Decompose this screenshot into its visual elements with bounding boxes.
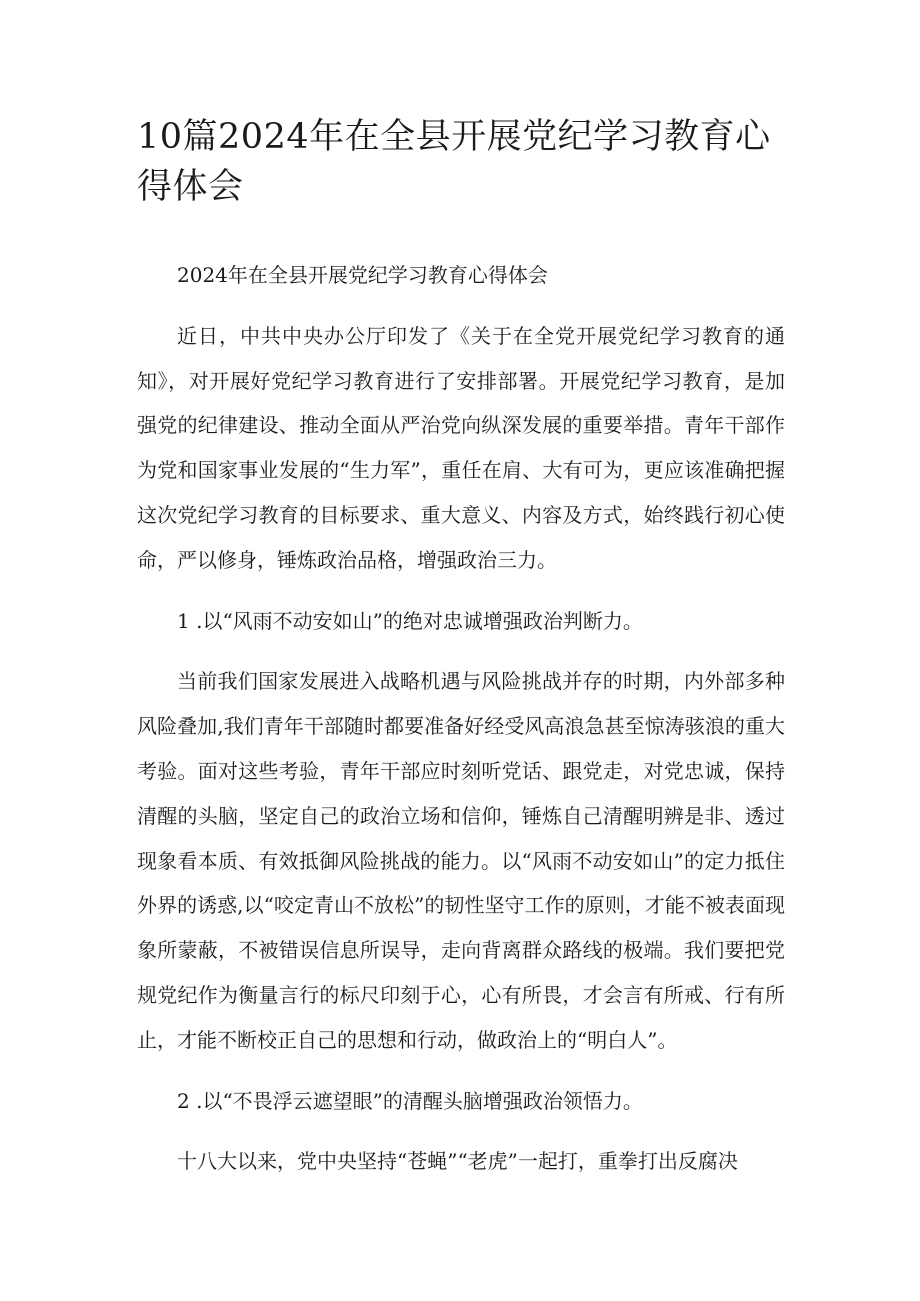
body-paragraph: 近日，中共中央办公厅印发了《关于在全党开展党纪学习教育的通知》，对开展好党纪学习教育进行了安排部署。开展党纪学习教育，是加强党的纪律建设、推动全面从严治党向纵深发展的重要举措。青年干部作为党和国家事业发展的“生力军”，重任在肩、大有可为，更应该准确把握这次党纪学习教育的目标要求、重大意义、内容及方式，始终践行初心使命，严以修身，锤炼政治品格，增强政治三力。 [137,323,785,572]
body-paragraph: 十八大以来，党中央坚持“苍蝇”“老虎”一起打，重拳打出反腐决 [177,1149,738,1174]
document-body [137,253,785,1200]
body-paragraph: 当前我们国家发展进入战略机遇与风险挑战并存的时期，内外部多种风险叠加,我们青年干部随时都要准备好经受风高浪急甚至惊涛骇浪的重大考验。面对这些考验，青年干部应时刻听党话、跟党走，对党忠诚，保持清醒的头脑，坚定自己的政治立场和信仰，锤炼自己清醒明辨是非、透过现象看本质、有效抵御风险挑战的能力。以“风雨不动安如山”的定力抵住外界的诱惑,以“咬定青山不放松”的韧性坚守工作的原则，才能不被表面现象所蒙蔽，不被错误信息所误导，走向背离群众路线的极端。我们要把党规党纪作为衡量言行的标尺印刻于心，心有所畏，才会言有所戒、行有所止，才能不断校正自己的思想和行动，做政治上的“明白人”。 [137,669,785,1052]
document-subtitle: 2024年在全县开展党纪学习教育心得体会 [177,263,548,287]
document-title: 10篇2024年在全县开展党纪学习教育心得体会 [137,117,771,207]
section-heading: 2 .以“不畏浮云遮望眼”的清醒头脑增强政治领悟力。 [177,1088,643,1113]
section-heading: 1 .以“风雨不动安如山”的绝对忠诚增强政治判断力。 [177,608,643,633]
